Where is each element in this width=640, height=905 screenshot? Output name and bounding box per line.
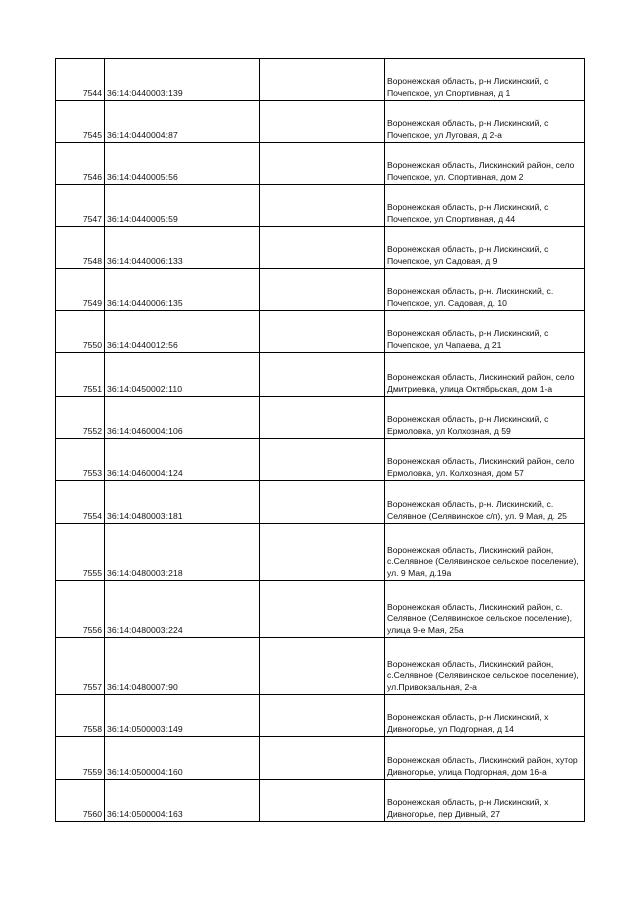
table-row [56, 143, 585, 185]
cadastral-number: 36:14:0440004:87 [105, 101, 260, 143]
address-cell: Воронежская область, Лискинский район, село Почепское, ул. Спортивная, дом 2 [385, 143, 585, 185]
address-cell: Воронежская область, Лискинский район, с. Селявное (Селявинское сельское поселение), улица 9-е Мая, 25а [385, 581, 585, 638]
table-row [56, 227, 585, 269]
cadastral-number: 36:14:0440005:56 [105, 143, 260, 185]
row-number: 7553 [56, 439, 105, 481]
empty-cell [260, 439, 385, 481]
empty-cell [260, 353, 385, 397]
empty-cell [260, 59, 385, 101]
row-number: 7549 [56, 269, 105, 311]
row-number: 7548 [56, 227, 105, 269]
cadastral-number: 36:14:0500003:149 [105, 695, 260, 737]
address-cell: Воронежская область, Лискинский район, хутор Дивногорье, улица Подгорная, дом 16-а [385, 737, 585, 780]
table-row [56, 59, 585, 101]
empty-cell [260, 780, 385, 822]
row-number: 7547 [56, 185, 105, 227]
cadastral-number: 36:14:0480003:218 [105, 524, 260, 581]
table-row [56, 737, 585, 780]
cadastral-number: 36:14:0500004:163 [105, 780, 260, 822]
empty-cell [260, 101, 385, 143]
row-number: 7550 [56, 311, 105, 353]
table-row [56, 780, 585, 822]
address-cell: Воронежская область, р-н Лискинский, х Дивногорье, пер Дивный, 27 [385, 780, 585, 822]
address-cell: Воронежская область, р-н Лискинский, с Почепское, ул Чапаева, д 21 [385, 311, 585, 353]
empty-cell [260, 581, 385, 638]
empty-cell [260, 227, 385, 269]
cadastral-number: 36:14:0440012:56 [105, 311, 260, 353]
row-number: 7552 [56, 397, 105, 439]
table-row [56, 581, 585, 638]
row-number: 7559 [56, 737, 105, 780]
address-cell: Воронежская область, Лискинский район, с.Селявное (Селявинское сельское поселение), ул. 9 Мая, д.19а [385, 524, 585, 581]
empty-cell [260, 269, 385, 311]
address-cell: Воронежская область, Лискинский район, село Дмитриевка, улица Октябрьская, дом 1-а [385, 353, 585, 397]
table-row [56, 311, 585, 353]
address-cell: Воронежская область, р-н Лискинский, с Почепское, ул Садовая, д 9 [385, 227, 585, 269]
address-cell: Воронежская область, р-н Лискинский, с Почепское, ул Спортивная, д 1 [385, 59, 585, 101]
address-cell: Воронежская область, р-н. Лискинский, с. Селявное (Селявинское с/п), ул. 9 Мая, д. 25 [385, 481, 585, 524]
empty-cell [260, 481, 385, 524]
table-row [56, 439, 585, 481]
table-row [56, 353, 585, 397]
table-row [56, 269, 585, 311]
row-number: 7545 [56, 101, 105, 143]
empty-cell [260, 397, 385, 439]
empty-cell [260, 737, 385, 780]
table-row [56, 638, 585, 695]
address-cell: Воронежская область, р-н Лискинский, х Дивногорье, ул Подгорная, д 14 [385, 695, 585, 737]
empty-cell [260, 311, 385, 353]
cadastral-number: 36:14:0440005:59 [105, 185, 260, 227]
empty-cell [260, 638, 385, 695]
address-cell: Воронежская область, р-н Лискинский, с Почепское, ул Спортивная, д 44 [385, 185, 585, 227]
registry-table [55, 58, 585, 822]
row-number: 7555 [56, 524, 105, 581]
table-row [56, 481, 585, 524]
empty-cell [260, 524, 385, 581]
cadastral-number: 36:14:0480003:224 [105, 581, 260, 638]
table-row [56, 524, 585, 581]
empty-cell [260, 185, 385, 227]
cadastral-number: 36:14:0460004:124 [105, 439, 260, 481]
cadastral-number: 36:14:0480003:181 [105, 481, 260, 524]
row-number: 7551 [56, 353, 105, 397]
cadastral-number: 36:14:0440006:133 [105, 227, 260, 269]
cadastral-number: 36:14:0440003:139 [105, 59, 260, 101]
cadastral-number: 36:14:0450002:110 [105, 353, 260, 397]
registry-table-body [56, 59, 585, 822]
cadastral-number: 36:14:0460004:106 [105, 397, 260, 439]
row-number: 7546 [56, 143, 105, 185]
row-number: 7560 [56, 780, 105, 822]
table-row [56, 695, 585, 737]
address-cell: Воронежская область, Лискинский район, село Ермоловка, ул. Колхозная, дом 57 [385, 439, 585, 481]
address-cell: Воронежская область, р-н Лискинский, с Почепское, ул Луговая, д 2-а [385, 101, 585, 143]
cadastral-number: 36:14:0440006:135 [105, 269, 260, 311]
cadastral-number: 36:14:0500004:160 [105, 737, 260, 780]
address-cell: Воронежская область, Лискинский район, с.Селявное (Селявинское сельское поселение), ул.Привокзальная, 2-а [385, 638, 585, 695]
cadastral-number: 36:14:0480007:90 [105, 638, 260, 695]
row-number: 7556 [56, 581, 105, 638]
table-row [56, 185, 585, 227]
address-cell: Воронежская область, р-н. Лискинский, с. Почепское, ул. Садовая, д. 10 [385, 269, 585, 311]
address-cell: Воронежская область, р-н Лискинский, с Ермоловка, ул Колхозная, д 59 [385, 397, 585, 439]
table-row [56, 101, 585, 143]
row-number: 7544 [56, 59, 105, 101]
table-row [56, 397, 585, 439]
row-number: 7554 [56, 481, 105, 524]
empty-cell [260, 143, 385, 185]
row-number: 7558 [56, 695, 105, 737]
empty-cell [260, 695, 385, 737]
row-number: 7557 [56, 638, 105, 695]
